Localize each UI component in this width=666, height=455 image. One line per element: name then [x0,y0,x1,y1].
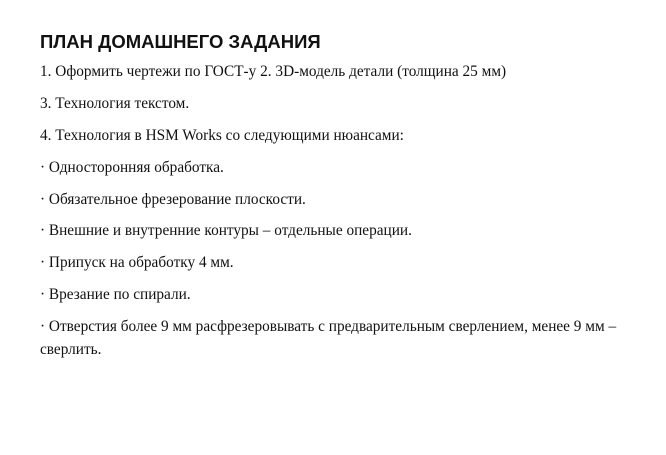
bullet-one-sided-machining: · Односторонняя обработка. [40,159,224,176]
bullet-face-milling: · Обязательное фрезерование плоскости. [40,191,306,208]
task-line-1: 1. Оформить чертежи по ГОСТ-у 2. 3D-модель детали (толщина 25 мм) [40,63,507,80]
bullet-helical-entry: · Врезание по спирали. [40,286,191,303]
bullet-contours-separate: · Внешние и внутренние контуры – отдельные операции. [40,222,412,239]
bullet-holes-rule: · Отверстия более 9 мм расфрезеровывать с предварительным сверлением, менее 9 мм – сверлить. [40,318,617,358]
task-line-4: 4. Технология в HSM Works со следующими нюансами: [40,127,404,144]
task-line-3: 3. Технология текстом. [40,95,190,112]
document-title: ПЛАН ДОМАШНЕГО ЗАДАНИЯ [40,31,321,52]
bullet-stock-allowance: · Припуск на обработку 4 мм. [40,254,234,271]
